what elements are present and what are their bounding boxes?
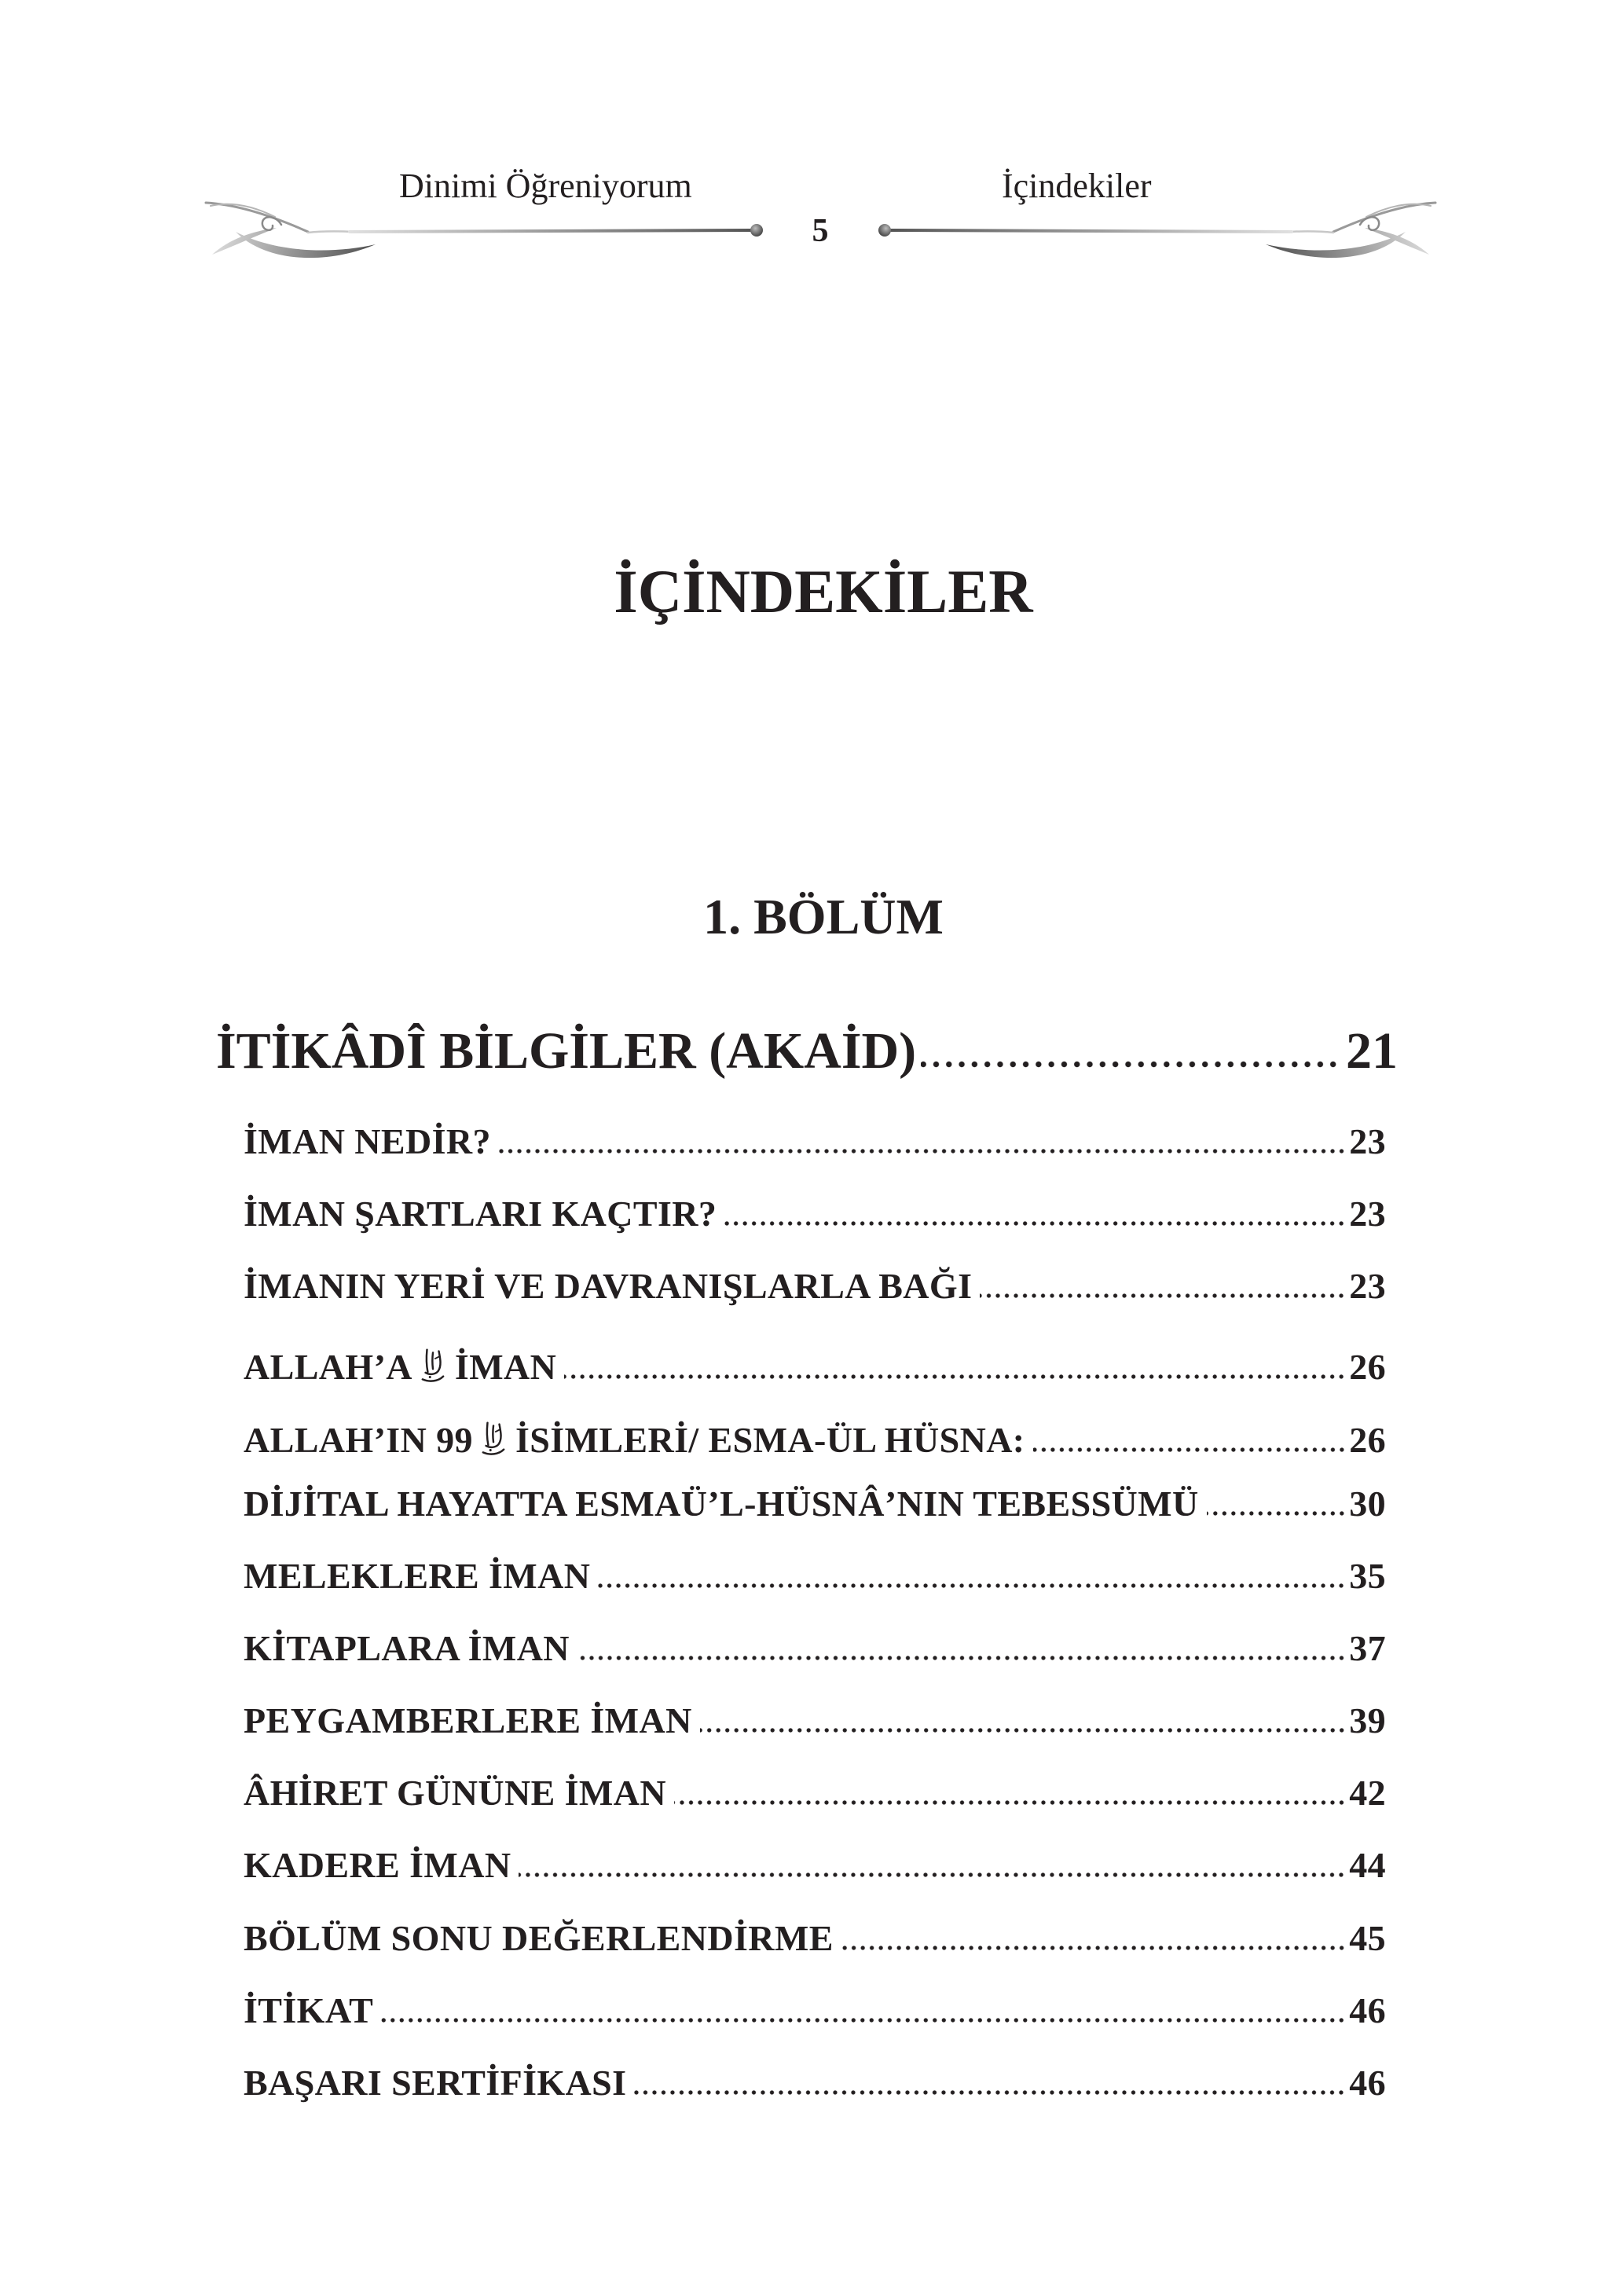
dot-leader [674,1800,1346,1805]
chapter-label: 1. BÖLÜM [703,889,944,944]
toc-entry-title: DİJİTAL HAYATTA ESMAÜ’L-HÜSNÂ’NIN TEBESSÜMÜ [244,1483,1199,1524]
toc-entry [244,1627,1386,1703]
jalla-jalaluhu-icon [420,1346,445,1385]
running-header-book-title: Dinimi Öğreniyorum [399,167,692,205]
toc-entry [244,1990,1386,2065]
toc-entry [244,1196,1386,1268]
toc-entry-title: İMANIN YERİ VE DAVRANIŞLARLA BAĞI [244,1266,973,1307]
toc-entry-title [244,1341,557,1388]
toc-entry [244,1775,1386,1847]
toc-entry [244,1483,1386,1558]
toc-entry-title: İTİKAT [244,1990,374,2030]
calligraphy-stroke [432,1353,433,1370]
toc-entry [244,1268,1386,1341]
toc-entry-title: İMAN ŞARTLARI KAÇTIR? [244,1194,717,1234]
chapter-heading-page: 21 [1346,1022,1398,1080]
toc-entry-page: 44 [1349,1845,1386,1886]
dot-leader [499,1149,1346,1154]
calligraphy-stroke [435,1357,440,1359]
calligraphy-stroke [483,1449,504,1454]
dot-leader [634,2090,1346,2095]
toc-entry-title: KADERE İMAN [244,1845,511,1886]
toc-entry-title-after: İSİMLERİ/ ESMA-ÜL HÜSNA: [515,1419,1025,1460]
toc-entry-title-before: ALLAH’IN 99 [244,1419,473,1460]
toc-entry-title: KİTAPLARA İMAN [244,1627,570,1668]
toc-entry [244,1341,1386,1413]
ornament-dot [750,224,763,237]
running-header-section-title: İçindekiler [1002,167,1152,205]
toc-entry-page: 45 [1349,1917,1386,1958]
dot-leader [598,1583,1346,1588]
toc-entry [244,1700,1386,1775]
toc-entry-page: 30 [1349,1483,1386,1524]
dot-leader [519,1872,1346,1877]
toc-entry-title: İMAN NEDİR? [244,1121,491,1161]
toc-entry [244,1414,1386,1486]
toc-entry-page: 35 [1349,1555,1386,1596]
toc-entry-page: 26 [1349,1419,1386,1460]
toc-list [244,1121,1386,2137]
toc-entry-title [244,1414,1025,1458]
toc-entry [244,1847,1386,1920]
dot-leader [980,1293,1346,1298]
dot-leader [1207,1511,1347,1516]
dot-leader [700,1728,1346,1733]
toc-entry-page: 46 [1349,1990,1386,2030]
chapter-heading [216,1022,1398,1080]
calligraphy-stroke [496,1429,500,1432]
ornament-right [878,203,1435,258]
calligraphy-dot [429,1376,431,1378]
dot-leader [724,1221,1346,1226]
dot-leader [564,1374,1346,1379]
toc-entry [244,1555,1386,1630]
toc-entry-title: BÖLÜM SONU DEĞERLENDİRME [244,1917,834,1958]
calligraphy-stroke [487,1422,489,1444]
toc-entry-page: 23 [1349,1121,1386,1161]
calligraphy-stroke [423,1377,443,1381]
dot-leader [1033,1447,1347,1452]
dot-leader [841,1946,1346,1950]
ornament-line [350,230,750,232]
ornament-left [206,203,763,258]
dot-leader [577,1656,1346,1660]
chapter-heading-title: İTİKÂDÎ BİLGİLER (AKAİD) [216,1022,917,1080]
page-title: İÇİNDEKİLER [614,557,1033,625]
toc-entry [244,1917,1386,1993]
toc-entry-page: 23 [1349,1194,1386,1234]
toc-entry-page: 26 [1349,1347,1386,1388]
dot-leader [381,2018,1346,2023]
dot-leader [921,1061,1340,1068]
calligraphy-dot [489,1449,492,1451]
toc-entry-title-before: ALLAH’A [244,1347,412,1388]
toc-entry-title: ÂHİRET GÜNÜNE İMAN [244,1773,666,1814]
toc-entry-page: 42 [1349,1773,1386,1814]
toc-entry-title-after: İMAN [454,1347,557,1388]
toc-entry [244,2062,1386,2137]
page-number: 5 [812,213,829,249]
toc-entry-page: 23 [1349,1266,1386,1307]
toc-entry-title: MELEKLERE İMAN [244,1555,591,1596]
toc-entry [244,1121,1386,1196]
toc-entry-page: 39 [1349,1700,1386,1741]
toc-entry-title: BAŞARI SERTİFİKASI [244,2062,627,2103]
toc-entry-page: 37 [1349,1627,1386,1668]
toc-entry-title: PEYGAMBERLERE İMAN [244,1700,692,1741]
ornament-thin-stroke [206,203,308,232]
toc-entry-page: 46 [1349,2062,1386,2103]
floral-divider-ornament-icon [0,157,1624,283]
jalla-jalaluhu-icon [481,1419,506,1458]
ornament-connector [308,231,354,233]
calligraphy-stroke [427,1350,428,1372]
